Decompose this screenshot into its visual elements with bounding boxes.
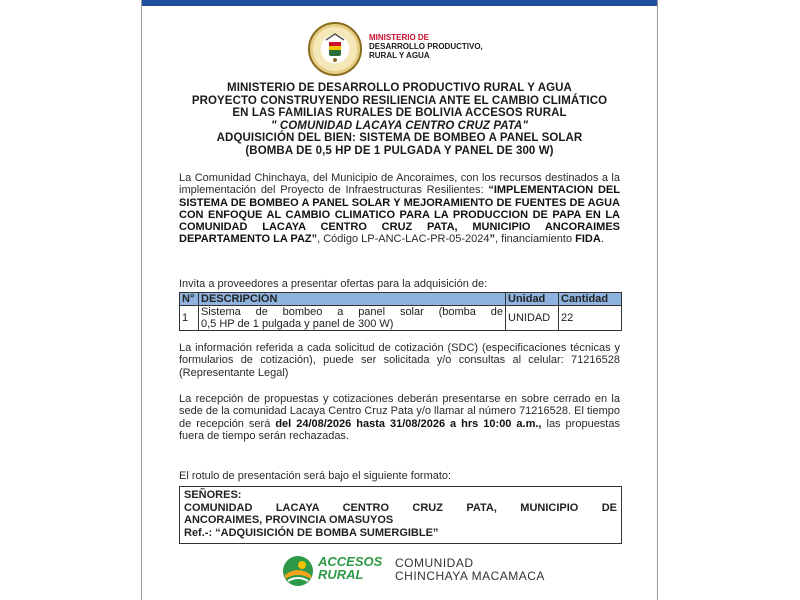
items-table [179,292,622,331]
title-line-5: ADQUISICIÓN DEL BIEN: SISTEMA DE BOMBEO A PANEL SOLAR [216,132,583,144]
ministry-line-3: RURAL Y AGUA [369,51,430,60]
ministry-logo-text [369,33,483,60]
bolivia-seal-icon [308,22,362,76]
header-number: N° [180,293,199,306]
community-name [395,557,545,583]
footer [142,553,657,589]
title-line-3: EN LAS FAMILIAS RURALES DE BOLIVIA ACCESOS RURAL [232,107,567,119]
rotulo-line-4: Ref.-: “ADQUISICIÓN DE BOMBA SUMERGIBLE” [184,526,439,539]
project-code: , Código LP-ANC-LAC-PR-05-2024 [317,233,490,246]
rotulo-line-3: ANCORAIMES, PROVINCIA OMASUYOS [184,514,394,526]
document-page [141,0,658,600]
table-row [180,306,622,331]
rotulo-box [179,486,622,544]
row-number: 1 [180,306,199,331]
financing-source: FIDA [575,233,601,246]
rotulo-intro: El rotulo de presentación será bajo el siguiente formato: [179,470,452,482]
brand-line-1: ACCESOS [318,554,383,569]
project-name: “IMPLEMENTACION DEL SISTEMA DE BOMBEO A PANEL SOLAR Y MEJORAMIENTO DE FUENTES DE AGUA CON ENFOQUE AL CAMBIO CLIMATICO PARA LA PRODUCCION DE PAPA EN LA COMUNIDAD LACAYA CENTRO CRUZ PATA, MUNICIPIO ANCORAIMES DEPARTAMENTO LA PAZ” [179,184,620,246]
title-line-2: PROYECTO CONSTRUYENDO RESILIENCIA ANTE EL CAMBIO CLIMÁTICO [191,94,608,107]
announcement-title [142,82,657,157]
rotulo-line-1: SEÑORES: [184,489,242,501]
intro-period: . [600,233,604,246]
invite-text: Invita a proveedores a presentar ofertas para la adquisición de: [179,278,488,290]
accesos-rural-logo-icon [282,555,314,587]
header-quantity: Cantidad [559,293,622,306]
row-quantity: 22 [559,306,622,331]
table-header-row [180,293,622,306]
reception-text: La recepción de propuestas y cotizaciones deberán presentarse en sobre cerrado en la sede de la comunidad Lacaya Centro Cruz Pata y/o llamar al número 71216528. El tiempo de recepción será [179,393,620,430]
quote-close: ” [489,233,496,246]
brand-line-2: RURAL [318,567,364,582]
reception-warning: las propuestas fuera de tiempo serán rechazadas. [179,417,620,442]
row-description [199,306,506,331]
header-unit: Unidad [506,293,559,306]
info-paragraph: La información referida a cada solicitud de cotización (SDC) (especificaciones técnicas y formularios de cotización), puede ser solicitada y/o consultas al celular: 71216528 (Representante Legal) [179,342,620,379]
ministry-line-1: MINISTERIO DE [369,33,430,42]
rotulo-line-2: COMUNIDAD LACAYA CENTRO CRUZ PATA, MUNICIPIO DE [184,501,617,514]
top-accent-bar [142,0,657,6]
header [142,22,657,78]
intro-text: La Comunidad Chinchaya, del Municipio de Ancoraimes, con los recursos destinados a la implementación del Proyecto de Infraestructuras Resilientes: [179,172,620,197]
title-line-6: (BOMBA DE 0,5 HP DE 1 PULGADA Y PANEL DE 300 W) [245,144,554,157]
intro-paragraph [179,172,620,246]
title-line-1: MINISTERIO DE DESARROLLO PRODUCTIVO RURAL Y AGUA [227,82,572,94]
row-description-line-2: 0,5 HP de 1 pulgada y panel de 300 W) [201,318,394,330]
accesos-rural-brand [318,555,382,581]
title-line-4: " COMUNIDAD LACAYA CENTRO CRUZ PATA" [270,119,529,132]
reception-dates: del 24/08/2026 hasta 31/08/2026 a hrs 10:00 a.m., [275,417,542,430]
financing-text: , financiamiento [495,233,576,246]
header-description: DESCRIPCIÓN [199,293,506,306]
row-description-line-1: Sistema de bombeo a panel solar (bomba de [201,306,503,318]
ministry-line-2: DESARROLLO PRODUCTIVO, [369,42,483,51]
row-unit: UNIDAD [506,306,559,331]
community-line-2: CHINCHAYA MACAMACA [395,569,545,583]
community-line-1: COMUNIDAD [395,556,474,570]
reception-paragraph [179,393,620,442]
